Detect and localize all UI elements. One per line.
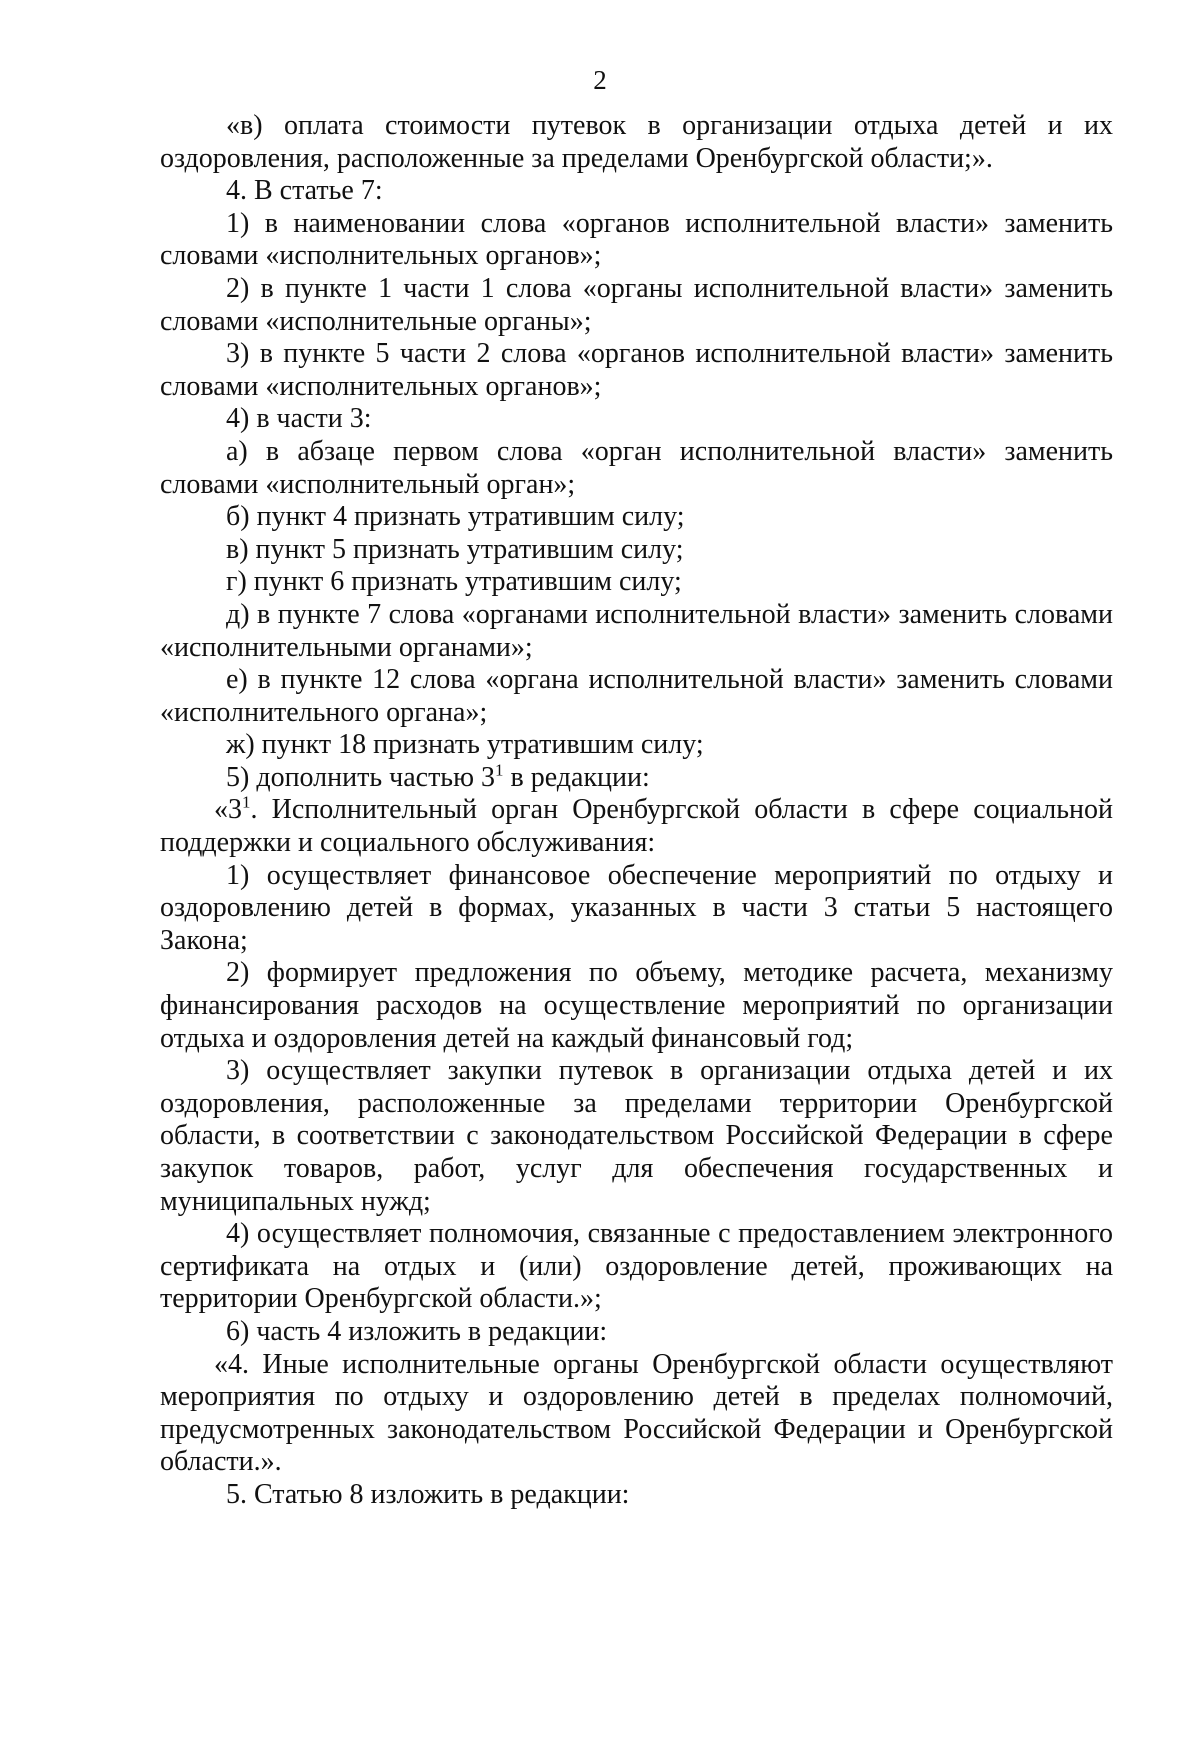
paragraph-subitem-g: г) пункт 6 признать утратившим силу; bbox=[226, 566, 682, 598]
superscript: 1 bbox=[242, 793, 251, 813]
paragraph-subitem-e: е) в пункте 12 слова «органа исполнительной власти» заменить словами «исполнительного органа»; bbox=[160, 664, 1113, 728]
paragraph-v-payment: «в) оплата стоимости путевок в организации отдыха детей и их оздоровления, расположенные за пределами Оренбургской области;». bbox=[160, 110, 1113, 174]
paragraph-item-5: 5) дополнить частью $3^1$ в редакции: bbox=[226, 760, 650, 793]
paragraph-item-3: 3) в пункте 5 части 2 слова «органов исполнительной власти» заменить словами «исполнительных органов»; bbox=[160, 338, 1113, 402]
paragraph-item-6: 6) часть 4 изложить в редакции: bbox=[226, 1315, 608, 1347]
paragraph-subitem-a: а) в абзаце первом слова «орган исполнительной власти» заменить словами «исполнительный орган»; bbox=[160, 435, 1113, 500]
paragraph-subitem-v: в) пункт 5 признать утратившим силу; bbox=[226, 533, 684, 565]
paragraph-subitem-b: б) пункт 4 признать утратившим силу; bbox=[226, 501, 685, 533]
paragraph-article-8: 5. Статью 8 изложить в редакции: bbox=[226, 1478, 630, 1510]
paragraph-3-1-item-1: 1) осуществляет финансовое обеспечение мероприятий по отдыху и оздоровлению детей в формах, указанных в части 3 статьи 5 настоящего Закона; bbox=[160, 859, 1113, 956]
paragraph-3-1-item-3: 3) осуществляет закупки путевок в организации отдыха детей и их оздоровления, расположенные за пределами территории Оренбургской области, в соответствии с законодательством Российской Федерации в сфере закупок товаров, работ, услуг для обеспечения государственных и муниципальных нужд; bbox=[160, 1055, 1113, 1217]
paragraph-item-1: 1) в наименовании слова «органов исполнительной власти» заменить словами «исполнительных органов»; bbox=[160, 207, 1113, 272]
page-number: 2 bbox=[593, 65, 607, 95]
superscript: 1 bbox=[495, 760, 504, 780]
paragraph-article-7-heading: 4. В статье 7: bbox=[226, 175, 383, 207]
paragraph-item-2: 2) в пункте 1 части 1 слова «органы исполнительной власти» заменить словами «исполнительные органы»; bbox=[160, 272, 1113, 337]
paragraph-3-1-item-2: 2) формирует предложения по объему, методике расчета, механизму финансирования расходов на осуществление мероприятий по организации отдыха и оздоровления детей на каждый финансовый год; bbox=[160, 957, 1113, 1054]
paragraph-item-4: 4) в части 3: bbox=[226, 403, 372, 435]
paragraph-subitem-d: д) в пункте 7 слова «органами исполнительной власти» заменить словами «исполнительными органами»; bbox=[160, 598, 1113, 663]
paragraph-3-1-item-4: 4) осуществляет полномочия, связанные с предоставлением электронного сертификата на отдых и (или) оздоровление детей, проживающих на территории Оренбургской области.»; bbox=[160, 1218, 1113, 1315]
paragraph-part-3-1: «$3^1$. Исполнительный орган Оренбургской области в сфере социальной поддержки и социального обслуживания: bbox=[160, 793, 1113, 859]
paragraph-subitem-zh: ж) пункт 18 признать утратившим силу; bbox=[226, 729, 704, 761]
paragraph-part-4-new: «4. Иные исполнительные органы Оренбургской области осуществляют мероприятия по отдыху и оздоровлению детей в пределах полномочий, предусмотренных законодательством Российской Федерации и Оренбургской области.». bbox=[160, 1348, 1113, 1478]
document-body bbox=[160, 110, 1113, 1512]
